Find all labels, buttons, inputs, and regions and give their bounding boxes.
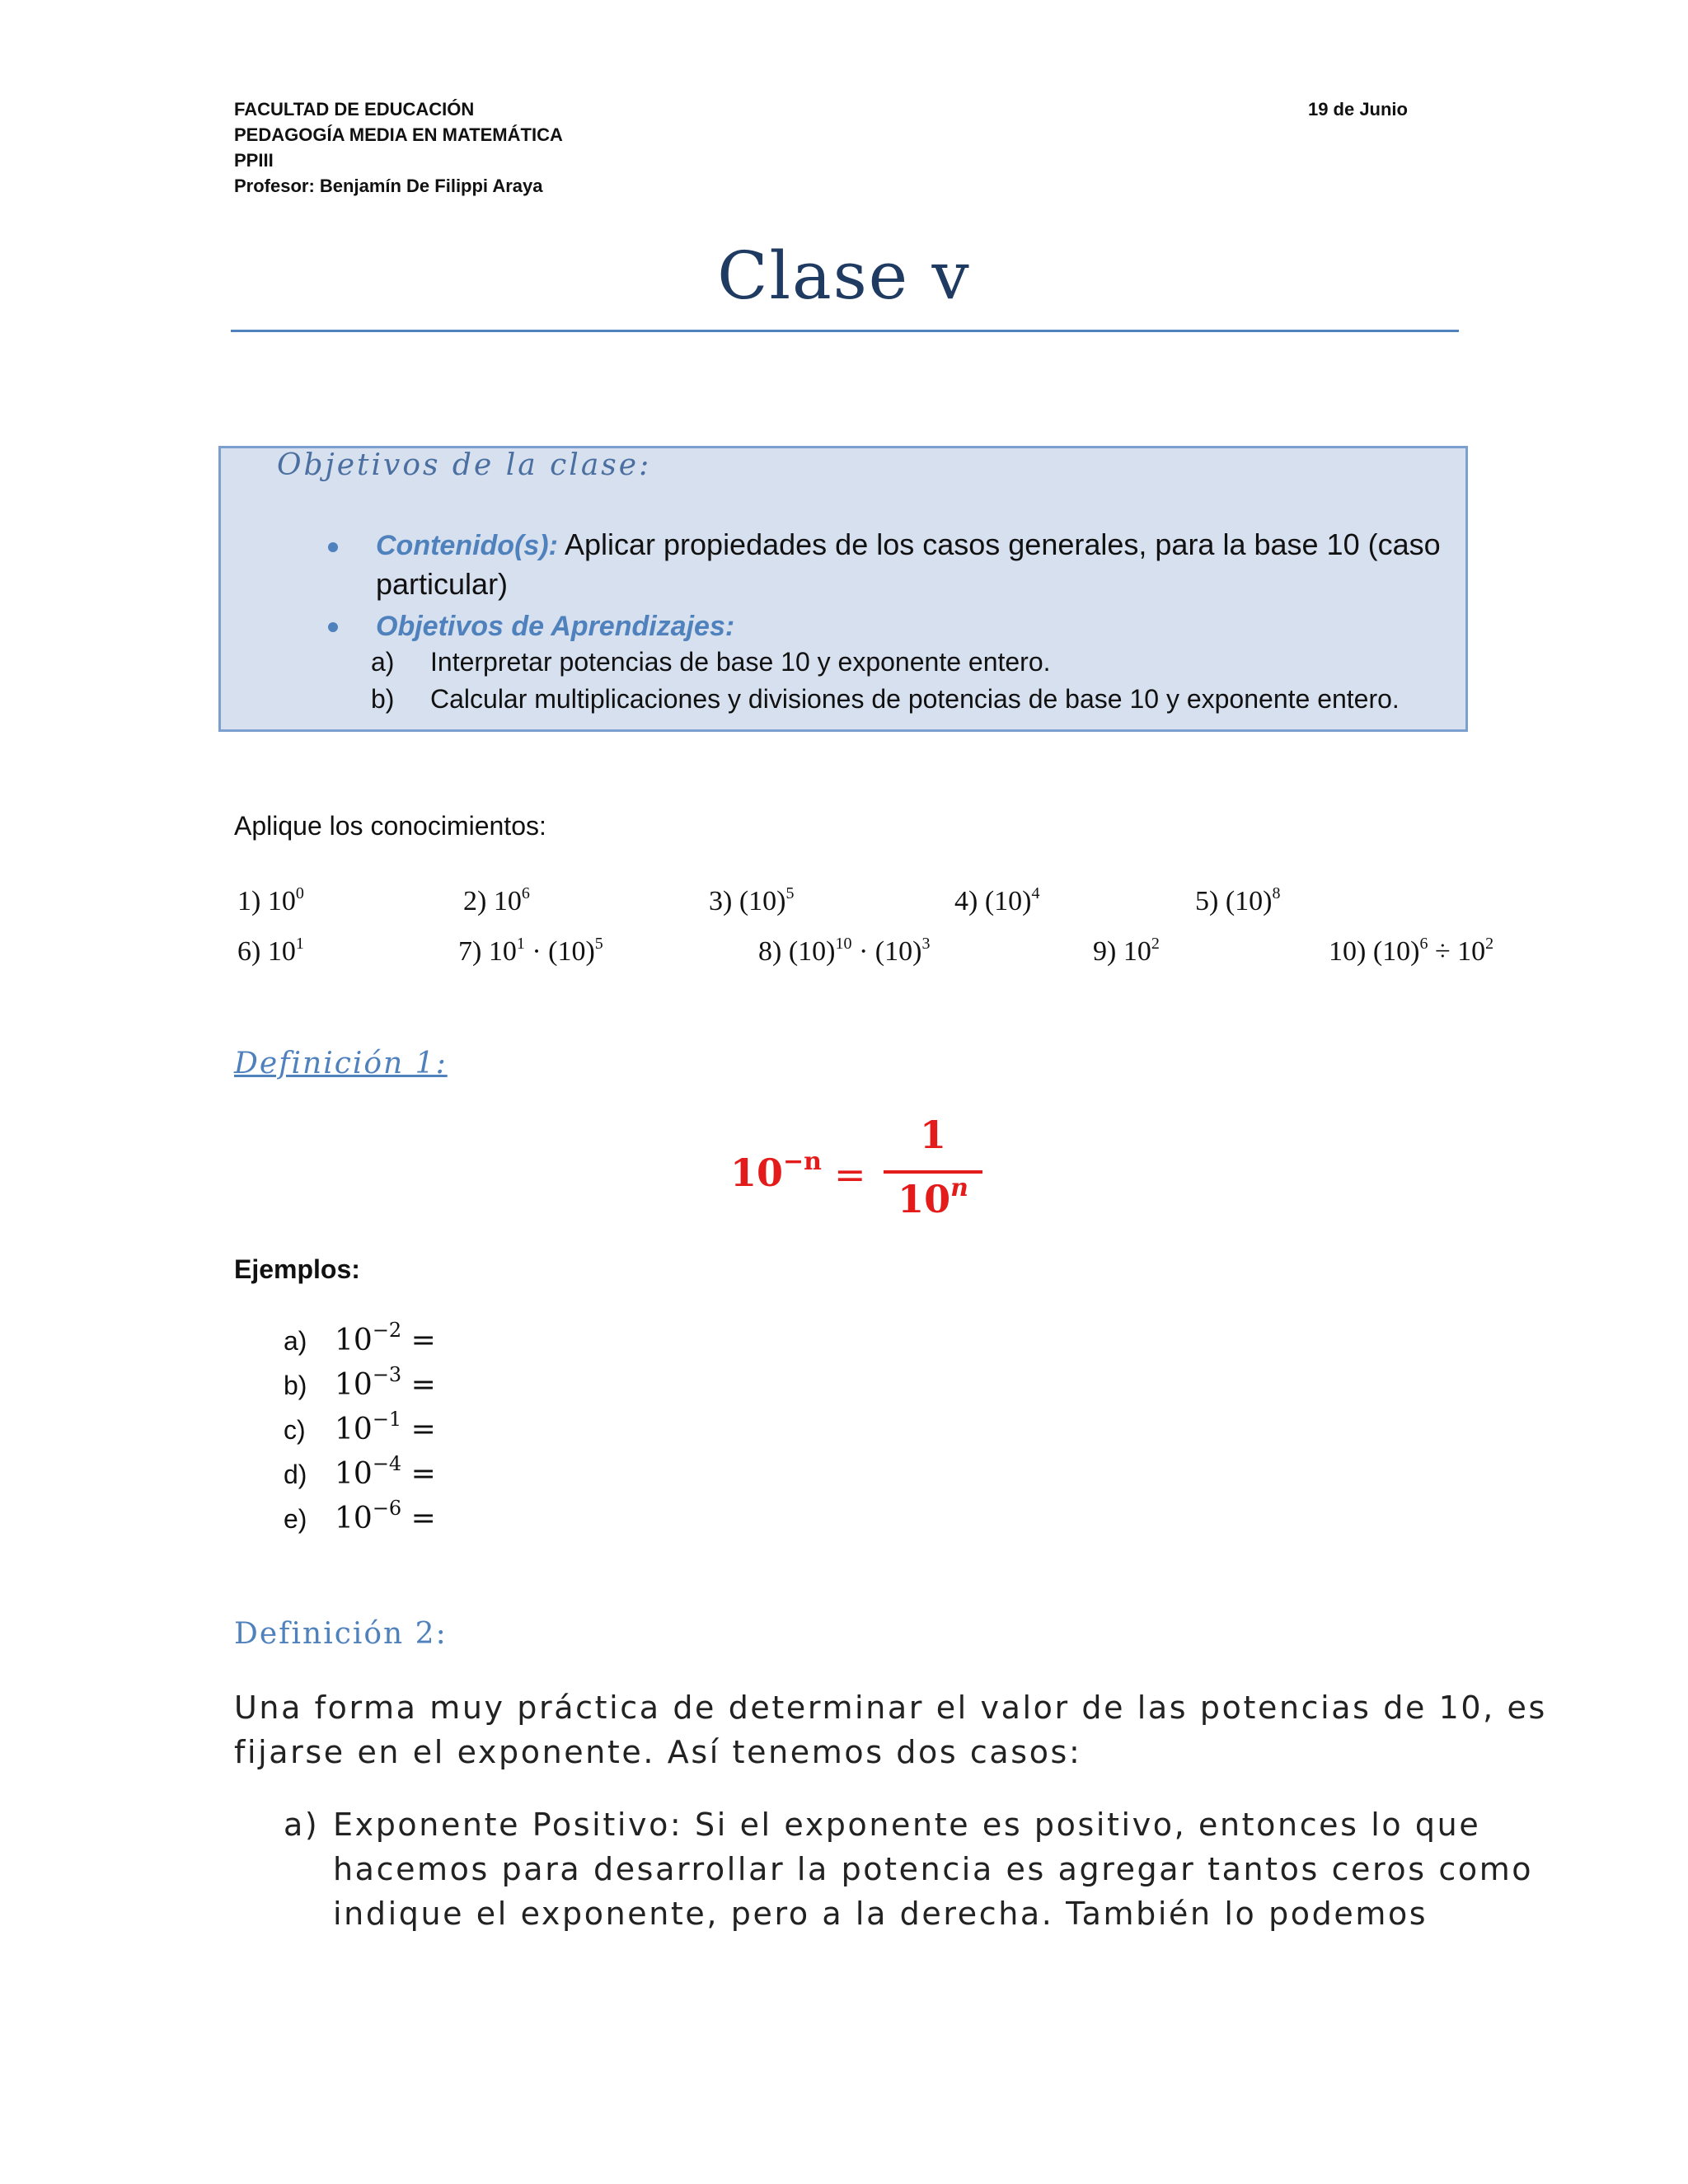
case-a-line: hacemos para desarrollar la potencia es agregar tantos ceros como	[333, 1851, 1534, 1887]
formula-lhs: $10^{-n}$	[730, 1147, 822, 1195]
exercise-2: 2) $10^6$	[463, 884, 530, 916]
content-text-continued: particular)	[376, 567, 509, 601]
objective-item-text: Calcular multiplicaciones y divisiones de potencias de base 10 y exponente entero.	[430, 684, 1400, 714]
formula-denominator: 10$^n$	[898, 1174, 968, 1221]
example-item: a) $10^{-2}$ =	[284, 1319, 436, 1357]
objective-item-letter: a)	[371, 647, 395, 677]
exercise-10: 10) $(10)^6 \div 10^2$	[1329, 935, 1494, 967]
example-item: b) $10^{-3}$ =	[284, 1363, 436, 1402]
exercise-9: 9) $10^2$	[1093, 935, 1160, 967]
exercise-4: 4) $(10)^4$	[954, 884, 1040, 916]
header-program: PEDAGOGÍA MEDIA EN MATEMÁTICA	[234, 124, 563, 145]
objective-item	[371, 647, 1051, 677]
header-date: 19 de Junio	[1307, 99, 1408, 120]
case-a-line: indique el exponente, pero a la derecha. También lo podemos	[333, 1896, 1428, 1932]
aprendizajes-label: Objetivos de Aprendizajes:	[376, 611, 735, 642]
header-course: PPIII	[234, 150, 274, 171]
definition-1-heading: Definición 1:	[234, 1047, 448, 1080]
case-a-letter: a)	[284, 1807, 320, 1843]
case-a-line: Exponente Positivo: Si el exponente es positivo, entonces lo que	[333, 1807, 1481, 1843]
objective-content	[376, 527, 1441, 562]
content-text: Aplicar propiedades de los casos generales, para la base 10 (caso	[557, 527, 1441, 561]
page-title: Clase v	[717, 237, 971, 314]
objectives-heading: Objetivos de la clase:	[277, 448, 652, 482]
examples-heading: Ejemplos:	[234, 1254, 360, 1284]
content-label: Contenido(s):	[376, 530, 558, 561]
header-faculty: FACULTAD DE EDUCACIÓN	[234, 99, 475, 120]
objective-item-letter: b)	[371, 684, 395, 714]
definition-2-paragraph-line: fijarse en el exponente. Así tenemos dos casos:	[234, 1734, 1082, 1770]
definition-2-paragraph-line: Una forma muy práctica de determinar el valor de las potencias de 10, es	[234, 1690, 1547, 1726]
definition-2-heading: Definición 2:	[234, 1617, 448, 1651]
objective-item	[371, 684, 1400, 715]
title-underline	[231, 330, 1459, 332]
exercise-8: 8) $(10)^{10} \cdot (10)^3$	[758, 935, 931, 967]
bullet-icon	[328, 622, 338, 632]
exercise-3: 3) $(10)^5$	[709, 884, 795, 916]
example-item: c) $10^{-1}$ =	[284, 1408, 436, 1446]
exercise-6: 6) $10^1$	[237, 935, 304, 967]
example-item: e) $10^{-6}$ =	[284, 1497, 436, 1535]
header-professor: Profesor: Benjamín De Filippi Araya	[234, 176, 543, 196]
exercise-5: 5) $(10)^8$	[1195, 884, 1281, 916]
formula-equals: =	[834, 1152, 866, 1197]
example-item: d) $10^{-4}$ =	[284, 1452, 436, 1491]
exercises-intro: Aplique los conocimientos:	[234, 811, 546, 841]
exercise-1: 1) $10^0$	[237, 884, 304, 916]
objective-item-text: Interpretar potencias de base 10 y exponente entero.	[430, 647, 1051, 677]
bullet-icon	[328, 542, 338, 552]
formula-numerator: 1	[919, 1113, 946, 1157]
exercise-7: 7) $10^1 \cdot (10)^5$	[458, 935, 603, 967]
